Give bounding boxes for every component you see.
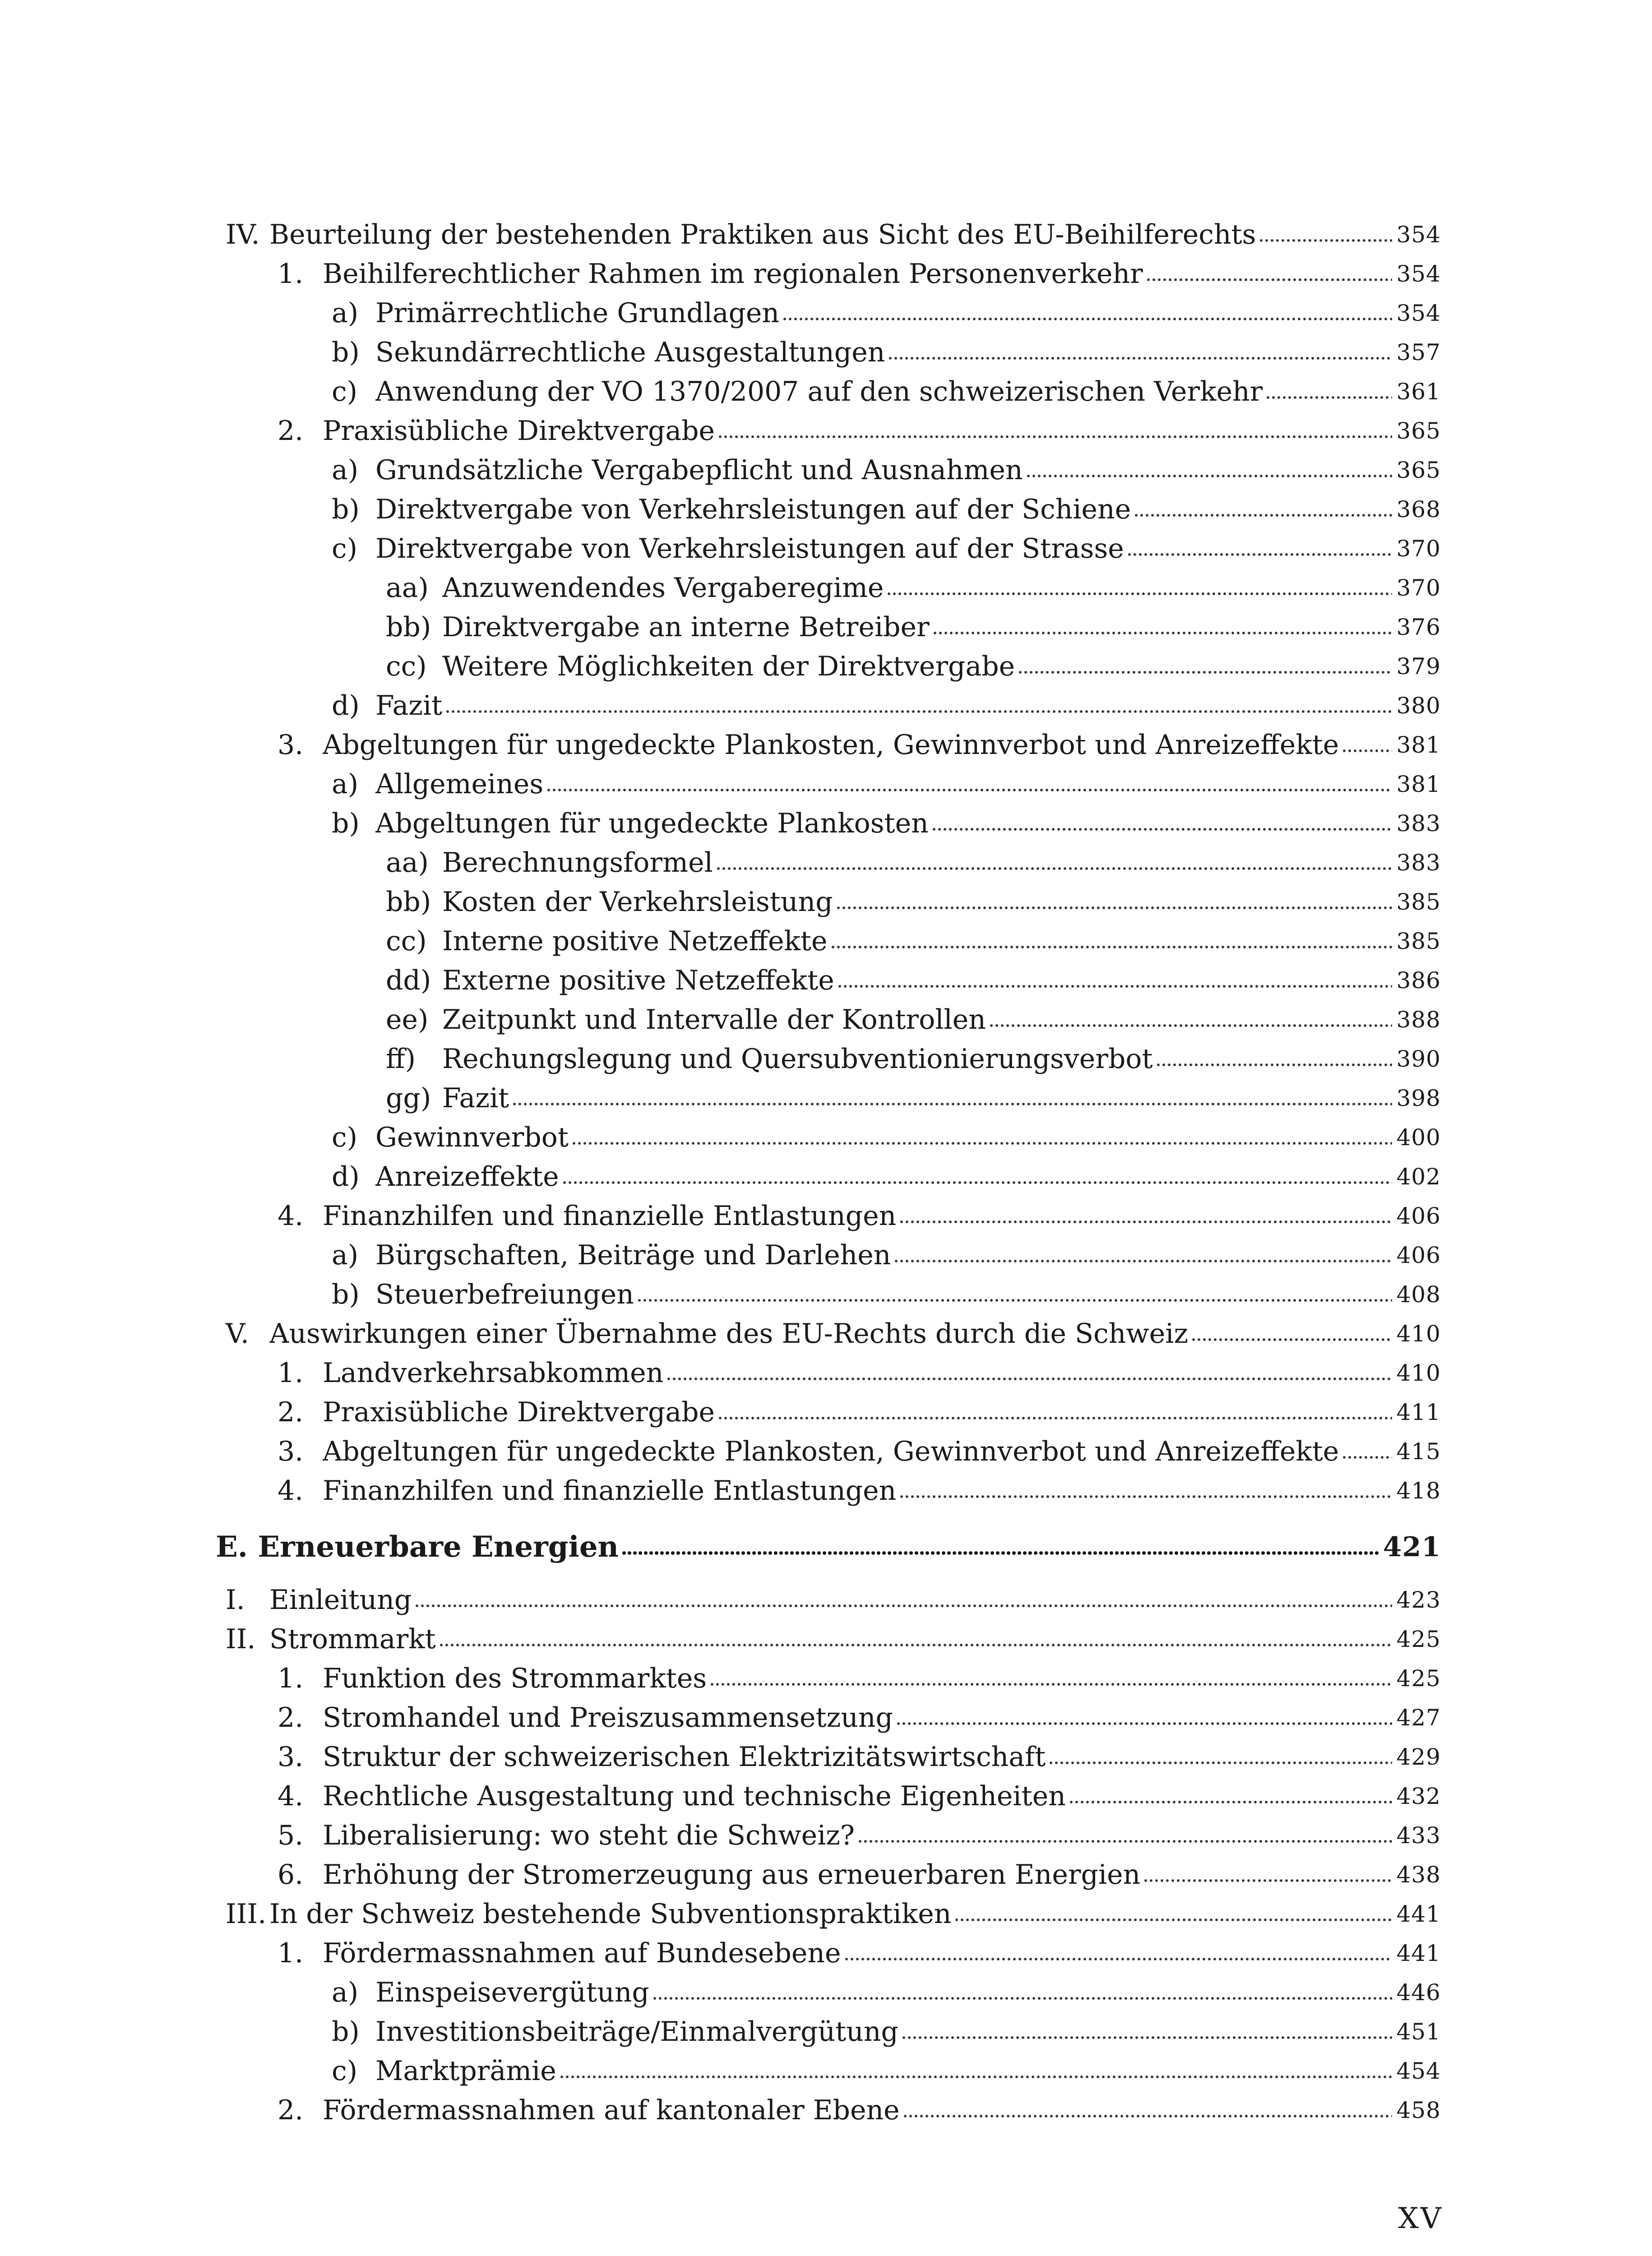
toc-entry-number: a) [332, 768, 359, 800]
dot-leader [830, 944, 1392, 950]
toc-entry-page: 368 [1396, 496, 1441, 522]
dot-leader [1146, 277, 1392, 283]
toc-entry-number: I. [226, 1584, 245, 1616]
toc-entry-page: 441 [1396, 1901, 1441, 1927]
toc-entry-number: V. [226, 1318, 249, 1350]
toc-entry-title: Abgeltungen für ungedeckte Plankosten, Gewinnverbot und Anreizeffekte [323, 729, 1339, 761]
toc-entry[interactable] [278, 1778, 1441, 1814]
toc-entry-title: Marktprämie [375, 2055, 556, 2087]
toc-entry-title: Struktur der schweizerischen Elektrizitätswirtschaft [323, 1741, 1046, 1773]
toc-entry-page: 432 [1396, 1783, 1441, 1809]
toc-entry-page: 427 [1396, 1705, 1441, 1731]
toc-entry-page: 415 [1396, 1438, 1441, 1465]
dot-leader [1127, 551, 1392, 558]
toc-entry-title: Erhöhung der Stromerzeugung aus erneuerbaren Energien [323, 1859, 1141, 1891]
dot-leader [716, 865, 1392, 872]
toc-entry-title: Direktvergabe an interne Betreiber [442, 611, 930, 643]
toc-entry[interactable] [332, 452, 1441, 488]
toc-entry-number: aa) [386, 572, 429, 604]
toc-entry-title: Grundsätzliche Vergabepflicht und Ausnahmen [375, 454, 1023, 486]
toc-entry-page: 429 [1396, 1744, 1441, 1770]
toc-entry-title: Fördermassnahmen auf Bundesebene [323, 1937, 841, 1969]
toc-entry[interactable] [332, 295, 1441, 331]
toc-entry-number: 3. [278, 729, 304, 761]
toc-entry-title: Beihilferechtlicher Rahmen im regionalen Personenverkehr [323, 258, 1143, 290]
toc-entry-page: 385 [1396, 928, 1441, 954]
toc-entry-number: 2. [278, 2094, 304, 2126]
dot-leader [445, 708, 1392, 715]
toc-entry-title: Liberalisierung: wo steht die Schweiz? [323, 1820, 855, 1851]
toc-entry-title: Zeitpunkt und Intervalle der Kontrollen [442, 1004, 986, 1036]
toc-entry[interactable] [278, 1394, 1441, 1430]
toc-entry-page: 438 [1396, 1862, 1441, 1888]
toc-entry-number: 1. [278, 1357, 304, 1389]
toc-entry-page: 454 [1396, 2058, 1441, 2084]
toc-entry-number: 4. [278, 1475, 304, 1507]
toc-entry-number: d) [332, 1161, 360, 1193]
toc-entry[interactable] [332, 2053, 1441, 2089]
dot-leader [571, 1140, 1392, 1146]
toc-entry-number: 5. [278, 1820, 304, 1851]
dot-leader [1048, 1760, 1392, 1766]
toc-entry-page: 410 [1396, 1360, 1441, 1386]
dot-leader [931, 826, 1392, 832]
toc-entry[interactable] [332, 334, 1441, 370]
toc-entry-number: 3. [278, 1741, 304, 1773]
toc-entry-title: Praxisübliche Direktvergabe [323, 415, 715, 447]
toc-entry-number: a) [332, 454, 359, 486]
toc-entry-page: 365 [1396, 457, 1441, 483]
toc-entry[interactable] [278, 1817, 1441, 1854]
dot-leader [717, 434, 1392, 440]
toc-entry-page: 376 [1396, 614, 1441, 640]
toc-entry-title: Sekundärrechtliche Ausgestaltungen [375, 337, 885, 368]
toc-entry-page: 451 [1396, 2019, 1441, 2045]
toc-entry[interactable] [278, 1355, 1441, 1391]
toc-entry[interactable] [386, 845, 1441, 881]
toc-entry-number: 6. [278, 1859, 304, 1891]
toc-entry-page: 425 [1396, 1626, 1441, 1652]
toc-entry-title: Strommarkt [269, 1623, 436, 1655]
toc-entry-number: 2. [278, 415, 304, 447]
toc-entry[interactable] [278, 256, 1441, 292]
dot-leader [637, 1297, 1392, 1304]
toc-entry[interactable] [386, 884, 1441, 920]
toc-entry-title: Abgeltungen für ungedeckte Plankosten, Gewinnverbot und Anreizeffekte [323, 1436, 1339, 1467]
toc-entry[interactable] [226, 217, 1441, 253]
toc-chapter-entry[interactable] [216, 1529, 1441, 1565]
toc-entry-page: 410 [1396, 1321, 1441, 1347]
dot-leader [899, 1493, 1392, 1500]
toc-entry-page: 380 [1396, 693, 1441, 719]
toc-entry[interactable] [386, 1041, 1441, 1077]
dot-leader [857, 1838, 1392, 1845]
toc-entry-number: III. [226, 1898, 267, 1930]
toc-entry-page: 383 [1396, 810, 1441, 837]
toc-entry-number: dd) [386, 965, 431, 996]
toc-entry-number: 4. [278, 1200, 304, 1232]
toc-entry-number: ee) [386, 1004, 429, 1036]
toc-entry-number: gg) [386, 1082, 431, 1114]
toc-entry[interactable] [278, 1473, 1441, 1509]
dot-leader [621, 1550, 1379, 1556]
toc-entry-title: Bürgschaften, Beiträge und Darlehen [375, 1239, 891, 1271]
toc-entry-title: Gewinnverbot [375, 1122, 569, 1153]
dot-leader [844, 1956, 1392, 1962]
toc-entry-page: 421 [1383, 1531, 1441, 1563]
dot-leader [414, 1603, 1392, 1609]
toc-entry-number: bb) [386, 886, 431, 918]
toc-entry-number: b) [332, 494, 360, 525]
toc-entry-title: Funktion des Strommarktes [323, 1663, 707, 1694]
toc-entry[interactable] [386, 962, 1441, 999]
toc-entry-title: Steuerbefreiungen [375, 1279, 634, 1310]
toc-entry[interactable] [278, 1700, 1441, 1736]
toc-entry-page: 388 [1396, 1007, 1441, 1033]
toc-entry-title: Weitere Möglichkeiten der Direktvergabe [442, 651, 1015, 682]
toc-entry-title: Anwendung der VO 1370/2007 auf den schweizerischen Verkehr [375, 376, 1263, 407]
dot-leader [439, 1642, 1392, 1648]
toc-entry-title: Rechungslegung und Quersubventionierungsverbot [442, 1043, 1153, 1075]
toc-entry[interactable] [278, 1433, 1441, 1470]
toc-entry-number: c) [332, 533, 358, 564]
dot-leader [709, 1681, 1392, 1687]
toc-entry-title: Direktvergabe von Verkehrsleistungen auf der Schiene [375, 494, 1131, 525]
toc-entry-title: Fördermassnahmen auf kantonaler Ebene [323, 2094, 900, 2126]
toc-entry-page: 370 [1396, 575, 1441, 601]
toc-entry-page: 408 [1396, 1281, 1441, 1308]
dot-leader [954, 1917, 1392, 1923]
toc-entry-number: ff) [386, 1043, 416, 1075]
toc-entry[interactable] [278, 413, 1441, 449]
dot-leader [666, 1376, 1392, 1382]
toc-entry-page: 418 [1396, 1478, 1441, 1504]
toc-entry[interactable] [332, 491, 1441, 527]
toc-entry-title: Stromhandel und Preiszusammensetzung [323, 1702, 893, 1734]
toc-entry-page: 406 [1396, 1203, 1441, 1229]
dot-leader [559, 2074, 1392, 2080]
toc-entry[interactable] [332, 1159, 1441, 1195]
toc-entry[interactable] [386, 609, 1441, 645]
dot-leader [1156, 1062, 1392, 1068]
toc-entry-number: 1. [278, 1937, 304, 1969]
toc-entry-page: 383 [1396, 850, 1441, 876]
toc-entry-page: 390 [1396, 1046, 1441, 1072]
toc-entry-number: II. [226, 1623, 256, 1655]
toc-entry[interactable] [226, 1896, 1441, 1932]
toc-entry-page: 423 [1396, 1587, 1441, 1613]
dot-leader [1265, 394, 1392, 401]
toc-entry-page: 361 [1396, 379, 1441, 405]
toc-entry-page: 398 [1396, 1085, 1441, 1111]
toc-entry-number: 1. [278, 1663, 304, 1694]
toc-entry[interactable] [278, 1198, 1441, 1234]
dot-leader [902, 2113, 1392, 2119]
toc-entry-title: Externe positive Netzeffekte [442, 965, 834, 996]
toc-entry-page: 354 [1396, 300, 1441, 326]
toc-entry[interactable] [278, 1660, 1441, 1697]
toc-entry-number: c) [332, 2055, 358, 2087]
dot-leader [901, 2034, 1392, 2041]
toc-entry-title: Investitionsbeiträge/Einmalvergütung [375, 2016, 898, 2048]
toc-entry-number: 1. [278, 258, 304, 290]
toc-entry-page: 411 [1396, 1399, 1441, 1425]
toc-entry[interactable] [386, 1080, 1441, 1116]
toc-entry-number: IV. [226, 219, 260, 250]
toc-entry-number: bb) [386, 611, 431, 643]
dot-leader [886, 591, 1392, 597]
dot-leader [989, 1022, 1392, 1029]
dot-leader [717, 1415, 1392, 1421]
dot-leader [1191, 1336, 1392, 1343]
toc-entry-page: 400 [1396, 1124, 1441, 1151]
toc-entry-page: 370 [1396, 536, 1441, 562]
toc-entry-number: c) [332, 1122, 358, 1153]
dot-leader [893, 1258, 1392, 1264]
toc-entry[interactable] [332, 688, 1441, 724]
dot-leader [1342, 1454, 1392, 1461]
dot-leader [932, 630, 1392, 636]
toc-entry-number: 2. [278, 1396, 304, 1428]
toc-entry[interactable] [226, 1582, 1441, 1618]
dot-leader [782, 316, 1392, 322]
toc-entry-page: 354 [1396, 261, 1441, 287]
toc-entry-number: d) [332, 690, 360, 721]
dot-leader [888, 355, 1392, 361]
toc-entry-number: 3. [278, 1436, 304, 1467]
toc-entry-number: a) [332, 1977, 359, 2008]
toc-entry[interactable] [332, 766, 1441, 802]
toc-entry-title: Berechnungsformel [442, 847, 713, 878]
toc-entry-number: 2. [278, 1702, 304, 1734]
toc-entry-number: cc) [386, 651, 427, 682]
toc-entry[interactable] [332, 2014, 1441, 2050]
toc-entry[interactable] [332, 1237, 1441, 1273]
dot-leader [1018, 669, 1392, 675]
dot-leader [836, 905, 1392, 911]
toc-entry[interactable] [278, 2092, 1441, 2128]
toc-entry-title: Kosten der Verkehrsleistung [442, 886, 833, 918]
toc-entry[interactable] [278, 1935, 1441, 1971]
toc-entry-page: 441 [1396, 1940, 1441, 1966]
dot-leader [652, 1995, 1392, 2002]
toc-entry-title: Rechtliche Ausgestaltung und technische Eigenheiten [323, 1780, 1066, 1812]
toc-entry-title: E. Erneuerbare Energien [216, 1530, 619, 1564]
toc-entry[interactable] [226, 1316, 1441, 1352]
toc-entry-page: 385 [1396, 889, 1441, 915]
dot-leader [1342, 748, 1392, 754]
toc-entry-page: 357 [1396, 339, 1441, 365]
toc-entry-title: Beurteilung der bestehenden Praktiken aus Sicht des EU-Beihilferechts [269, 219, 1256, 250]
toc-entry-title: Allgemeines [375, 768, 544, 800]
toc-entry-title: Einleitung [269, 1584, 412, 1616]
toc-entry[interactable] [332, 805, 1441, 841]
toc-entry-title: Finanzhilfen und finanzielle Entlastungen [323, 1200, 897, 1232]
toc-entry-page: 381 [1396, 732, 1441, 758]
toc-entry-page: 386 [1396, 967, 1441, 994]
toc-entry-title: Interne positive Netzeffekte [442, 925, 828, 957]
toc-entry[interactable] [332, 1119, 1441, 1156]
toc-entry-number: aa) [386, 847, 429, 878]
toc-entry-number: b) [332, 808, 360, 839]
dot-leader [899, 1219, 1392, 1225]
toc-entry-page: 402 [1396, 1164, 1441, 1190]
toc-entry-page: 446 [1396, 1979, 1441, 2006]
dot-leader [1069, 1799, 1392, 1805]
toc-entry-title: Anreizeffekte [375, 1161, 559, 1193]
toc-entry[interactable] [332, 1276, 1441, 1313]
toc-entry-title: Primärrechtliche Grundlagen [375, 297, 780, 329]
toc-entry[interactable] [386, 923, 1441, 959]
dot-leader [546, 787, 1392, 793]
toc-entry-title: Praxisübliche Direktvergabe [323, 1396, 715, 1428]
page-number: XV [1398, 2202, 1443, 2235]
toc-entry[interactable] [278, 1739, 1441, 1775]
toc-entry[interactable] [386, 648, 1441, 684]
toc-entry-title: Einspeisevergütung [375, 1977, 649, 2008]
toc-entry-title: In der Schweiz bestehende Subventionspraktiken [269, 1898, 952, 1930]
toc-entry-number: 4. [278, 1780, 304, 1812]
toc-entry[interactable] [278, 727, 1441, 763]
toc-entry-title: Auswirkungen einer Übernahme des EU-Rechts durch die Schweiz [269, 1318, 1189, 1350]
dot-leader [1259, 237, 1392, 244]
dot-leader [1143, 1877, 1392, 1884]
toc-entry[interactable] [332, 531, 1441, 567]
toc-entry-page: 425 [1396, 1665, 1441, 1692]
toc-entry[interactable] [386, 570, 1441, 606]
dot-leader [837, 983, 1392, 989]
toc-entry-number: a) [332, 1239, 359, 1271]
toc-entry[interactable] [386, 1002, 1441, 1038]
toc-entry-title: Fazit [375, 690, 443, 721]
toc-entry-page: 433 [1396, 1822, 1441, 1849]
toc-entry-title: Anzuwendendes Vergaberegime [442, 572, 884, 604]
toc-entry[interactable] [332, 1974, 1441, 2011]
toc-entry[interactable] [278, 1857, 1441, 1893]
toc-entry-number: c) [332, 376, 358, 407]
dot-leader [896, 1720, 1392, 1727]
toc-entry-number: a) [332, 297, 359, 329]
toc-entry-title: Fazit [442, 1082, 509, 1114]
toc-entry-number: b) [332, 2016, 360, 2048]
toc-entry-title: Finanzhilfen und finanzielle Entlastungen [323, 1475, 897, 1507]
toc-entry[interactable] [332, 374, 1441, 410]
toc-entry-page: 406 [1396, 1242, 1441, 1268]
toc-entry-title: Direktvergabe von Verkehrsleistungen auf der Strasse [375, 533, 1124, 564]
toc-entry-title: Abgeltungen für ungedeckte Plankosten [375, 808, 929, 839]
toc-entry-page: 458 [1396, 2097, 1441, 2123]
toc-entry-number: b) [332, 1279, 360, 1310]
toc-entry-page: 354 [1396, 222, 1441, 248]
dot-leader [562, 1179, 1392, 1186]
toc-entry-title: Landverkehrsabkommen [323, 1357, 664, 1389]
dot-leader [1134, 512, 1392, 518]
toc-entry-page: 379 [1396, 653, 1441, 680]
dot-leader [1026, 473, 1392, 479]
toc-entry-number: cc) [386, 925, 427, 957]
toc-entry-number: b) [332, 337, 360, 368]
dot-leader [512, 1101, 1392, 1107]
toc-entry-page: 365 [1396, 418, 1441, 444]
toc-entry[interactable] [226, 1621, 1441, 1657]
toc-entry-page: 381 [1396, 771, 1441, 797]
